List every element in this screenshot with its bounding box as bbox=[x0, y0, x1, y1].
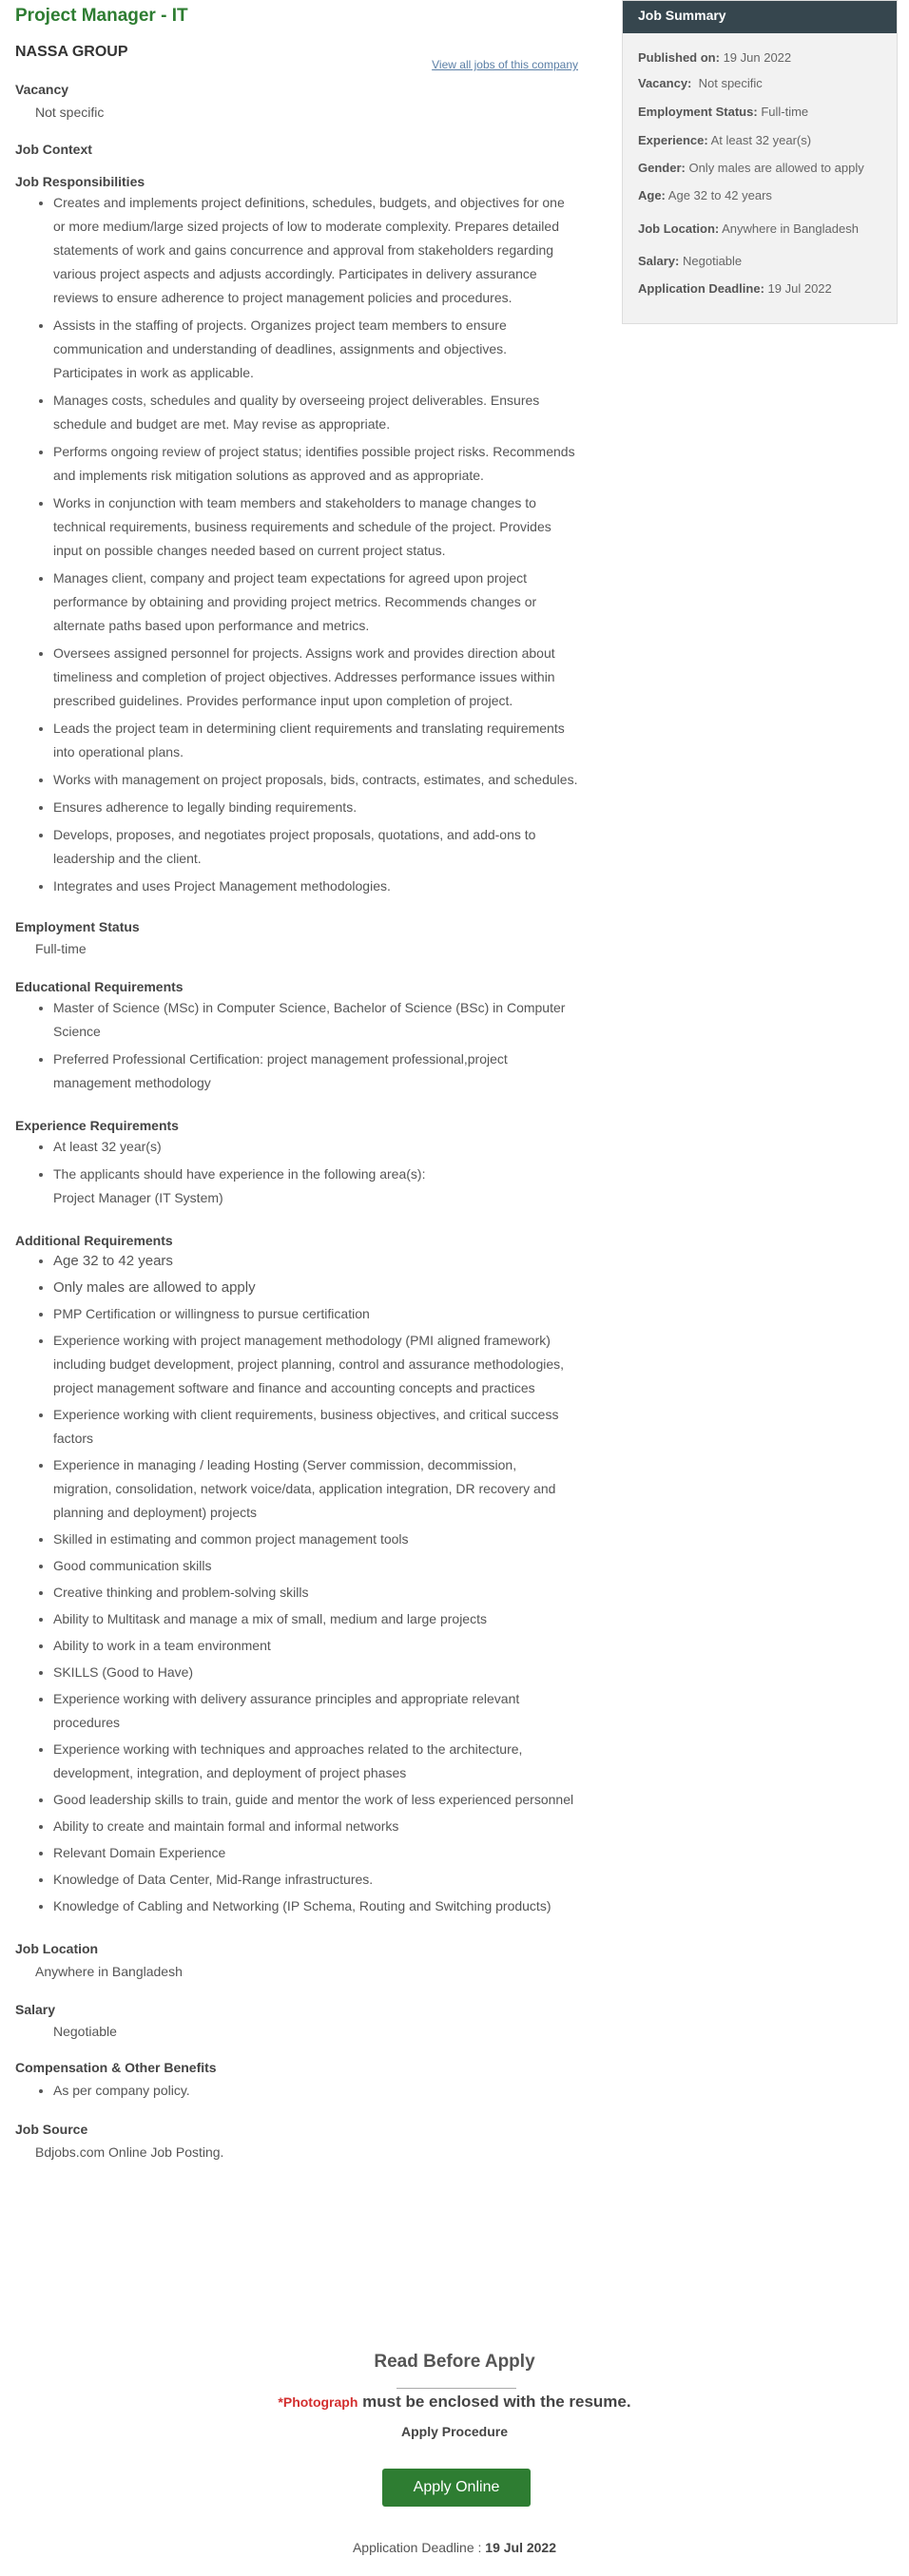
list-item: • Develops, proposes, and negotiates project proposals, quotations, and add-ons to leadership and the client. bbox=[53, 823, 578, 871]
job-summary-heading: Job Summary bbox=[623, 1, 897, 33]
list-item: • Leads the project team in determining client requirements and translating requirements into operational plans. bbox=[53, 717, 578, 764]
view-all-jobs-link[interactable]: View all jobs of this company bbox=[432, 58, 578, 71]
photograph-label: *Photograph bbox=[278, 2394, 358, 2410]
list-item: • Creates and implements project definitions, schedules, budgets, and objectives for one or more medium/large sized projects of low to moderate complexity. Prepares detailed statements of work and gains concurrence and approval from stakeholders regarding various project aspects and adjusts accordingly. Participates in delivery assurance reviews to ensure adherence to project management policies and procedures. bbox=[53, 191, 578, 310]
list-item: • Master of Science (MSc) in Computer Science, Bachelor of Science (BSc) in Computer Science bbox=[53, 996, 578, 1044]
list-item: • Relevant Domain Experience bbox=[53, 1841, 578, 1865]
location-heading: Job Location bbox=[15, 1941, 99, 1956]
summary-salary: Salary: Negotiable bbox=[638, 254, 743, 268]
salary-value: Negotiable bbox=[53, 2024, 117, 2039]
apply-online-button[interactable]: Apply Online bbox=[382, 2469, 531, 2507]
source-heading: Job Source bbox=[15, 2122, 88, 2137]
experience-heading: Experience Requirements bbox=[15, 1118, 179, 1133]
list-item: • Works with management on project proposals, bids, contracts, estimates, and schedules. bbox=[53, 768, 578, 792]
list-item: • Ability to work in a team environment bbox=[53, 1634, 578, 1658]
list-item: • Experience working with client requirements, business objectives, and critical success factors bbox=[53, 1403, 578, 1451]
summary-experience: Experience: At least 32 year(s) bbox=[638, 133, 812, 147]
summary-vacancy: Vacancy: Not specific bbox=[638, 76, 763, 90]
experience-list bbox=[15, 1135, 578, 1210]
summary-gender: Gender: Only males are allowed to apply bbox=[638, 161, 864, 175]
list-item: • Experience working with project management methodology (PMI aligned framework) including budget development, project planning, control and assurance methodologies, project management software and finance and accounting concepts and practices bbox=[53, 1329, 578, 1400]
list-item: • As per company policy. bbox=[53, 2079, 578, 2103]
summary-age: Age: Age 32 to 42 years bbox=[638, 188, 772, 202]
job-details bbox=[15, 0, 578, 2160]
employment-status-value: Full-time bbox=[35, 941, 87, 956]
summary-deadline: Application Deadline: 19 Jul 2022 bbox=[638, 281, 832, 296]
company-name: NASSA GROUP bbox=[15, 44, 128, 60]
list-item: • Performs ongoing review of project status; identifies possible project risks. Recommends and implements risk mitigation solutions as approved and as appropriate. bbox=[53, 440, 578, 488]
list-item: • Knowledge of Data Center, Mid-Range infrastructures. bbox=[53, 1868, 578, 1892]
list-item: • Manages client, company and project team expectations for agreed upon project performance by obtaining and providing project metrics. Recommends changes or alternate paths based upon performance and metrics. bbox=[53, 567, 578, 638]
list-item: • Age 32 to 42 years bbox=[53, 1249, 578, 1273]
education-heading: Educational Requirements bbox=[15, 979, 184, 994]
list-item: • Works in conjunction with team members and stakeholders to manage changes to technical requirements, business requirements and schedule of the project. Provides input on possible changes needed based on current project status. bbox=[53, 491, 578, 563]
source-value: Bdjobs.com Online Job Posting. bbox=[35, 2144, 224, 2160]
list-item: • Preferred Professional Certification: project management professional,project management methodology bbox=[53, 1048, 578, 1095]
location-value: Anywhere in Bangladesh bbox=[35, 1964, 183, 1979]
job-context-heading: Job Context bbox=[15, 142, 92, 157]
list-item: • Assists in the staffing of projects. Organizes project team members to ensure communication and understanding of deadlines, assignments and objectives. Participates in work as applicable. bbox=[53, 314, 578, 385]
deadline-value: 19 Jul 2022 bbox=[485, 2540, 557, 2555]
photograph-notice bbox=[0, 2393, 909, 2412]
summary-employment-status: Employment Status: Full-time bbox=[638, 105, 809, 119]
list-item: • Oversees assigned personnel for projects. Assigns work and provides direction about timeliness and completion of project objectives. Addresses performance issues within prescribed guidelines. Provides performance input upon completion of project. bbox=[53, 642, 578, 713]
list-item: • Ensures adherence to legally binding requirements. bbox=[53, 796, 578, 819]
list-item: • SKILLS (Good to Have) bbox=[53, 1661, 578, 1684]
list-item: • Good communication skills bbox=[53, 1554, 578, 1578]
list-item: • Ability to create and maintain formal and informal networks bbox=[53, 1815, 578, 1838]
divider bbox=[396, 2388, 516, 2389]
vacancy-heading: Vacancy bbox=[15, 82, 69, 97]
benefits-heading: Compensation & Other Benefits bbox=[15, 2060, 217, 2075]
experience-area: Project Manager (IT System) bbox=[53, 1190, 223, 1205]
experience-area-intro: The applicants should have experience in the following area(s): bbox=[53, 1166, 426, 1182]
deadline-label: Application Deadline : bbox=[352, 2540, 486, 2555]
list-item: • Experience in managing / leading Hosting (Server commission, decommission, migration, consolidation, network voice/data, application integration, DR recovery and planning and deployment) projects bbox=[53, 1453, 578, 1525]
list-item: • Integrates and uses Project Management methodologies. bbox=[53, 875, 578, 898]
education-list bbox=[15, 996, 578, 1095]
list-item: • At least 32 year(s) bbox=[53, 1135, 578, 1159]
list-item: • Creative thinking and problem-solving skills bbox=[53, 1581, 578, 1605]
benefits-list bbox=[15, 2079, 578, 2103]
job-summary-panel bbox=[622, 0, 898, 324]
summary-job-location: Job Location: Anywhere in Bangladesh bbox=[638, 221, 859, 236]
list-item: • Manages costs, schedules and quality by overseeing project deliverables. Ensures schedule and budget are met. May revise as appropriate. bbox=[53, 389, 578, 436]
job-title: Project Manager - IT bbox=[15, 6, 188, 26]
responsibilities-heading: Job Responsibilities bbox=[15, 174, 145, 189]
salary-heading: Salary bbox=[15, 2002, 56, 2017]
responsibilities-list bbox=[15, 191, 578, 898]
apply-procedure-heading: Apply Procedure bbox=[400, 2424, 509, 2439]
list-item: • Good leadership skills to train, guide and mentor the work of less experienced personnel bbox=[53, 1788, 578, 1812]
summary-published: Published on: 19 Jun 2022 bbox=[638, 50, 792, 65]
list-item: • Skilled in estimating and common project management tools bbox=[53, 1528, 578, 1551]
read-before-apply-heading: Read Before Apply bbox=[374, 2352, 535, 2372]
list-item: • Experience working with techniques and approaches related to the architecture, development, integration, and deployment of project phases bbox=[53, 1738, 578, 1785]
vacancy-value: Not specific bbox=[35, 105, 105, 120]
application-deadline-footer bbox=[0, 2540, 909, 2555]
photograph-text: must be enclosed with the resume. bbox=[358, 2393, 631, 2411]
list-item bbox=[53, 1163, 578, 1210]
additional-list bbox=[15, 1249, 578, 1918]
list-item: • Only males are allowed to apply bbox=[53, 1276, 578, 1299]
list-item: • Knowledge of Cabling and Networking (IP Schema, Routing and Switching products) bbox=[53, 1894, 578, 1918]
list-item: • PMP Certification or willingness to pursue certification bbox=[53, 1302, 578, 1326]
employment-status-heading: Employment Status bbox=[15, 919, 140, 934]
additional-heading: Additional Requirements bbox=[15, 1233, 173, 1248]
list-item: • Ability to Multitask and manage a mix of small, medium and large projects bbox=[53, 1607, 578, 1631]
list-item: • Experience working with delivery assurance principles and appropriate relevant procedures bbox=[53, 1687, 578, 1735]
